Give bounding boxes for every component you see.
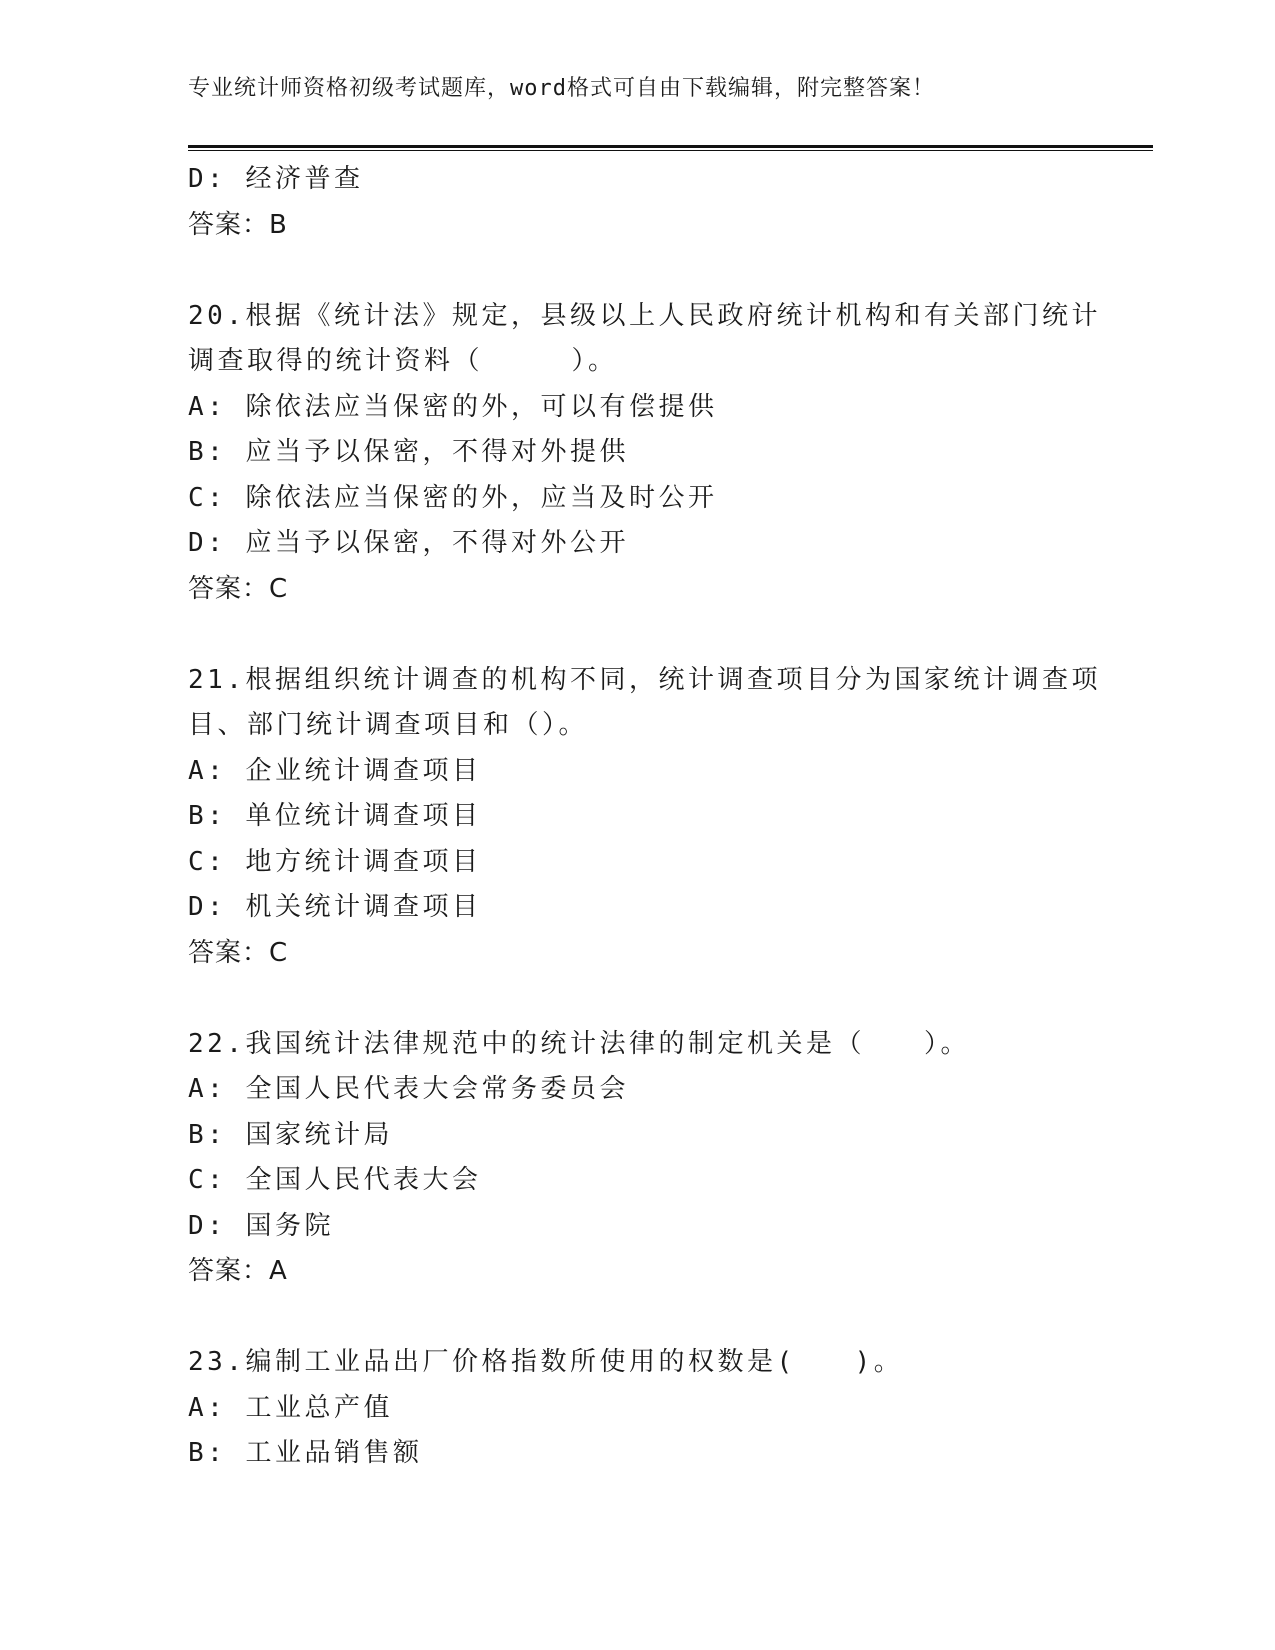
spacer — [188, 1295, 1148, 1341]
option-c: C: 除依法应当保密的外，应当及时公开 — [188, 482, 718, 513]
spacer — [188, 612, 1148, 658]
question-stem: 调查取得的统计资料（ ）。 — [188, 346, 618, 376]
spacer — [188, 976, 1148, 1022]
option-a: A: 全国人民代表大会常务委员会 — [188, 1074, 629, 1104]
question-stem: 22.我国统计法律规范中的统计法律的制定机关是（ ）。 — [188, 1028, 970, 1059]
question-22 — [188, 1022, 1148, 1295]
question-stem: 23.编制工业品出厂价格指数所使用的权数是( )。 — [188, 1347, 904, 1377]
option-b: B: 应当予以保密，不得对外提供 — [188, 437, 629, 467]
answer-line: 答案：A — [188, 1256, 288, 1286]
option-d: D: 机关统计调查项目 — [188, 892, 482, 922]
question-20 — [188, 294, 1148, 613]
option-b: B: 工业品销售额 — [188, 1438, 423, 1468]
answer-line: 答案：B — [188, 209, 288, 240]
option-c: C: 地方统计调查项目 — [188, 846, 482, 877]
answer-line: 答案：C — [188, 573, 289, 604]
question-stem: 目、部门统计调查项目和（）。 — [188, 710, 589, 740]
header-rule-thick — [188, 145, 1153, 148]
option-d: D: 经济普查 — [188, 164, 364, 194]
spacer — [188, 248, 1148, 294]
answer-line: 答案：C — [188, 937, 289, 968]
option-b: B: 国家统计局 — [188, 1119, 393, 1150]
option-a: A: 企业统计调查项目 — [188, 755, 482, 786]
header-rule-thin — [188, 150, 1153, 151]
option-b: B: 单位统计调查项目 — [188, 801, 482, 831]
option-c: C: 全国人民代表大会 — [188, 1165, 482, 1195]
option-a: A: 除依法应当保密的外，可以有偿提供 — [188, 391, 718, 422]
option-a: A: 工业总产值 — [188, 1392, 393, 1423]
question-stem: 21.根据组织统计调查的机构不同，统计调查项目分为国家统计调查项 — [188, 664, 1101, 695]
page-header: 专业统计师资格初级考试题库，word格式可自由下载编辑，附完整答案！ — [188, 76, 935, 101]
question-stem: 20.根据《统计法》规定，县级以上人民政府统计机构和有关部门统计 — [188, 300, 1101, 331]
option-d: D: 国务院 — [188, 1210, 334, 1241]
option-d: D: 应当予以保密，不得对外公开 — [188, 528, 629, 558]
question-21 — [188, 658, 1148, 977]
question-23 — [188, 1340, 1148, 1477]
document-content — [188, 157, 1148, 1477]
